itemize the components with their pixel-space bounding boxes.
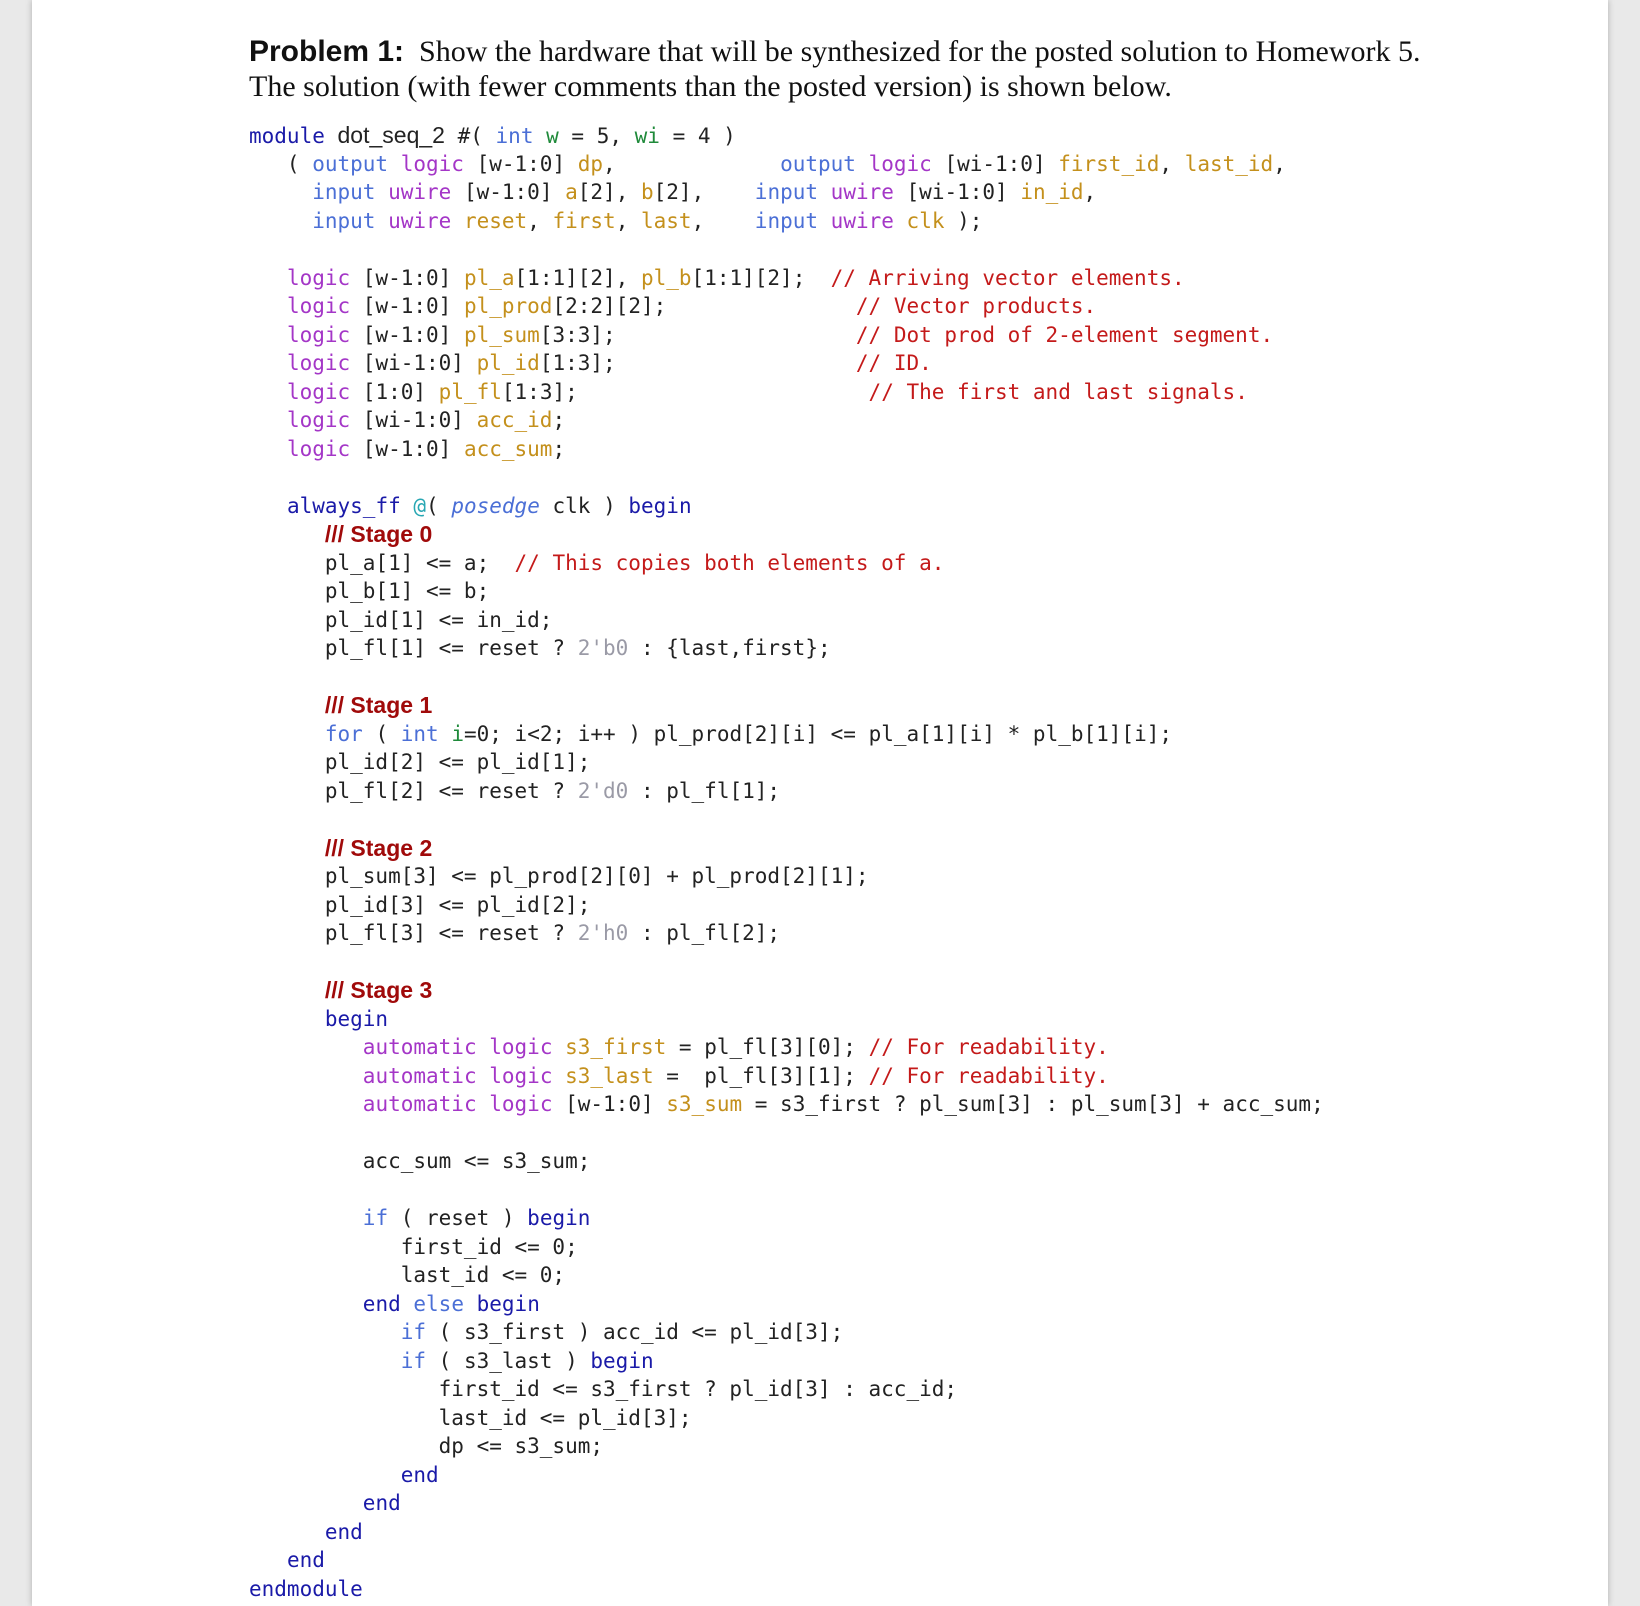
code-comment: // Arriving vector elements.: [830, 265, 1185, 290]
type-token: uwire: [830, 208, 894, 233]
identifier-token: in_id: [1020, 180, 1084, 204]
code-text: [249, 351, 287, 375]
code-line: [249, 435, 1324, 464]
code-text: ;: [552, 408, 566, 432]
code-line: [249, 549, 1324, 578]
type-token: uwire: [388, 208, 452, 233]
code-text: ,: [1083, 180, 1097, 204]
code-line: [249, 1461, 1324, 1490]
problem-label: Problem 1:: [249, 35, 405, 68]
code-text: [w-1:0]: [552, 1092, 667, 1116]
code-comment: // The first and last signals.: [868, 379, 1248, 404]
keyword-token: always_ff: [286, 493, 401, 518]
code-line: [249, 1261, 1324, 1290]
code-text: [477, 1035, 490, 1059]
code-text: [249, 1349, 401, 1373]
stage-header: ///: [324, 834, 351, 861]
code-text: [249, 1035, 363, 1059]
type-token: logic: [286, 379, 351, 404]
code-text: pl_a[1] <= a;: [249, 550, 515, 575]
code-comment: // This copies both elements of a.: [514, 550, 945, 575]
identifier-token: pl_fl: [438, 379, 502, 404]
code-comment: // For readability.: [868, 1063, 1109, 1088]
code-text: [249, 1206, 363, 1230]
code-line: [249, 1575, 1324, 1604]
identifier-token: last: [641, 208, 692, 233]
code-text: [2],: [653, 180, 755, 204]
code-text: [1:3];: [501, 379, 869, 404]
code-text: (: [362, 721, 401, 746]
type-token: logic: [286, 436, 351, 461]
code-text: = pl_fl[3][1];: [653, 1063, 869, 1088]
code-text: [249, 209, 312, 233]
code-text: [2:2][2];: [552, 294, 856, 318]
code-comment: // ID.: [855, 351, 932, 375]
code-line: [249, 919, 1324, 948]
literal-token: 2'b0: [577, 636, 629, 660]
code-line: [249, 1489, 1324, 1518]
code-text: [856, 152, 869, 176]
type-token: automatic: [362, 1092, 477, 1116]
identifier-token: s3_first: [565, 1035, 667, 1059]
type-token: uwire: [830, 180, 894, 204]
code-comment: // Vector products.: [855, 294, 1097, 318]
code-line: [249, 577, 1324, 606]
code-text: [249, 1092, 363, 1116]
code-text: last_id <= pl_id[3];: [249, 1405, 692, 1430]
code-line: [249, 720, 1324, 749]
code-text: : pl_fl[2];: [628, 921, 781, 945]
code-text: [249, 1320, 401, 1344]
code-text: [552, 1035, 565, 1059]
code-text: [249, 294, 287, 318]
code-text: = s3_first ? pl_sum[3] : pl_sum[3] + acc_sum;: [742, 1092, 1324, 1116]
document-page: [32, 0, 1608, 1606]
problem-line-2: The solution (with fewer comments than the posted version) is shown below.: [249, 70, 1172, 103]
code-text: [375, 180, 388, 204]
type-token: logic: [868, 151, 932, 176]
code-text: [w-1:0]: [451, 180, 566, 204]
code-text: [249, 1520, 325, 1544]
stage-header: Stage 2: [350, 834, 433, 861]
identifier-token: pl_id: [476, 351, 540, 375]
identifier-token: pl_b: [640, 265, 692, 290]
code-text: acc_sum <= s3_sum;: [249, 1149, 591, 1173]
code-text: [249, 1463, 401, 1487]
code-line: [249, 492, 1324, 521]
code-text: [477, 1092, 490, 1116]
code-line: [249, 1404, 1324, 1433]
code-text: : pl_fl[1];: [628, 778, 781, 803]
code-line: [249, 1375, 1324, 1404]
keyword-token: end: [362, 1491, 401, 1515]
code-text: = pl_fl[3][0];: [666, 1035, 869, 1059]
identifier-token: first: [552, 208, 616, 233]
code-text: [439, 722, 452, 746]
parameter-token: w: [546, 124, 559, 148]
direction-token: if: [400, 1320, 427, 1344]
code-text: pl_b[1] <= b;: [249, 579, 490, 603]
code-text: first_id <= s3_first ? pl_id[3] : acc_id;: [249, 1377, 958, 1401]
problem-text-1: Show the hardware that will be synthesized for the posted solution to Homework 5.: [419, 35, 1421, 68]
code-line: [249, 1119, 1324, 1148]
code-text: = 4 ): [659, 124, 736, 148]
code-line: [249, 1090, 1324, 1119]
code-text: [249, 1548, 287, 1572]
code-text: [249, 380, 287, 404]
code-text: pl_id[3] <= pl_id[2];: [249, 892, 591, 917]
type-token: automatic: [362, 1063, 477, 1088]
identifier-token: clk: [906, 208, 945, 233]
code-line: [249, 1347, 1324, 1376]
type-token: uwire: [388, 180, 452, 204]
code-line: [249, 1176, 1324, 1205]
code-text: : {last,first};: [628, 636, 831, 660]
code-text: ,: [527, 208, 553, 233]
keyword-token: begin: [324, 1006, 389, 1031]
code-text: #(: [444, 124, 496, 148]
code-line: [249, 777, 1324, 806]
type-token: logic: [286, 265, 351, 290]
code-text: ;: [552, 436, 566, 461]
code-text: first_id <= 0;: [249, 1234, 578, 1259]
code-line: [249, 378, 1324, 407]
type-token: automatic: [362, 1035, 477, 1059]
code-line: [249, 520, 1324, 549]
code-line: [249, 207, 1324, 236]
code-text: [3:3];: [539, 322, 856, 347]
problem-statement: [249, 34, 1629, 104]
edge-token: posedge: [451, 493, 540, 518]
code-line: [249, 235, 1324, 264]
code-line: [249, 1290, 1324, 1319]
code-text: ,: [603, 151, 781, 176]
code-text: [1:0]: [350, 379, 439, 404]
code-text: [818, 209, 831, 233]
code-line: [249, 406, 1324, 435]
direction-token: output: [312, 151, 389, 176]
code-text: [249, 523, 325, 547]
keyword-token: begin: [527, 1206, 591, 1230]
code-text: ,: [1159, 151, 1185, 176]
identifier-token: s3_sum: [666, 1092, 743, 1116]
keyword-token: module: [249, 124, 338, 148]
code-text: ( s3_first ) acc_id <= pl_id[3];: [426, 1320, 844, 1344]
code-line: [249, 150, 1324, 179]
code-text: [894, 209, 907, 233]
code-line: [249, 891, 1324, 920]
code-text: [401, 494, 414, 518]
identifier-token: pl_sum: [463, 322, 540, 347]
identifier-token: pl_prod: [463, 294, 553, 318]
direction-token: else: [413, 1291, 464, 1316]
code-text: pl_fl[1] <= reset ?: [249, 636, 578, 660]
code-text: pl_fl[2] <= reset ?: [249, 778, 578, 803]
code-text: [477, 1064, 490, 1088]
code-line: [249, 1062, 1324, 1091]
code-text: [249, 1292, 363, 1316]
type-token: logic: [286, 294, 351, 318]
code-text: pl_sum[3] <= pl_prod[2][0] + pl_prod[2][1];: [249, 864, 869, 888]
code-line: [249, 834, 1324, 863]
code-line: [249, 691, 1324, 720]
code-text: [464, 1292, 477, 1316]
direction-token: if: [400, 1348, 427, 1373]
code-text: );: [944, 208, 983, 233]
identifier-token: s3_last: [565, 1063, 654, 1088]
code-line: [249, 976, 1324, 1005]
code-text: [249, 1491, 363, 1515]
type-token: logic: [286, 351, 351, 375]
code-line: [249, 948, 1324, 977]
code-text: [249, 323, 287, 347]
code-text: [249, 837, 325, 861]
code-text: [249, 494, 287, 518]
identifier-token: last_id: [1184, 151, 1274, 176]
code-line: [249, 1432, 1324, 1461]
code-text: = 5,: [558, 124, 635, 148]
type-token: logic: [489, 1035, 553, 1059]
code-text: [249, 722, 325, 746]
code-text: [533, 124, 546, 148]
stage-header: ///: [324, 692, 351, 718]
code-text: [wi-1:0]: [931, 151, 1059, 176]
literal-token: 2'd0: [577, 778, 629, 803]
code-listing: [249, 121, 1324, 1603]
code-text: [w-1:0]: [350, 436, 464, 461]
direction-token: output: [780, 151, 856, 176]
code-line: [249, 748, 1324, 777]
code-text: [249, 437, 287, 461]
keyword-token: endmodule: [249, 1576, 363, 1601]
code-text: [2],: [577, 180, 641, 204]
code-line: [249, 1518, 1324, 1547]
identifier-token: a: [565, 180, 578, 204]
code-line: [249, 1147, 1324, 1176]
problem-line-1: [249, 34, 1629, 69]
direction-token: if: [362, 1206, 389, 1230]
code-text: ( reset ): [388, 1206, 528, 1230]
keyword-token: begin: [628, 493, 692, 518]
direction-token: int: [400, 721, 439, 746]
code-line: [249, 321, 1324, 350]
identifier-token: b: [640, 180, 654, 204]
type-token: logic: [286, 322, 351, 347]
code-text: pl_fl[3] <= reset ?: [249, 921, 578, 945]
code-text: [249, 1007, 325, 1031]
code-text: pl_id[2] <= pl_id[1];: [249, 750, 591, 774]
at-token: @: [413, 493, 427, 518]
code-line: [249, 1546, 1324, 1575]
direction-token: for: [324, 721, 363, 746]
code-line: [249, 121, 1324, 150]
code-line: [249, 463, 1324, 492]
code-line: [249, 606, 1324, 635]
code-text: [375, 209, 388, 233]
parameter-token: wi: [634, 124, 660, 148]
code-line: [249, 1033, 1324, 1062]
direction-token: int: [495, 124, 534, 148]
type-token: logic: [400, 151, 464, 176]
code-text: [w-1:0]: [350, 322, 464, 347]
code-comment: // Dot prod of 2-element segment.: [855, 322, 1274, 347]
code-text: [1:1][2],: [514, 265, 641, 290]
code-text: [552, 1064, 565, 1088]
code-line: [249, 805, 1324, 834]
code-text: [818, 180, 831, 204]
identifier-token: reset: [463, 208, 528, 233]
stage-header: Stage 1: [350, 692, 433, 718]
code-line: [249, 634, 1324, 663]
code-line: [249, 292, 1324, 321]
code-comment: // For readability.: [868, 1035, 1109, 1059]
type-token: logic: [489, 1092, 553, 1116]
keyword-token: end: [400, 1462, 439, 1487]
code-line: [249, 1005, 1324, 1034]
keyword-token: end: [324, 1519, 363, 1544]
code-text: [1:1][2];: [691, 265, 831, 290]
code-text: [w-1:0]: [350, 265, 464, 290]
code-text: pl_id[1] <= in_id;: [249, 607, 553, 632]
direction-token: input: [754, 180, 819, 204]
type-token: logic: [286, 408, 351, 432]
code-text: ,: [1273, 151, 1286, 176]
code-text: [249, 180, 312, 204]
identifier-token: dp: [577, 151, 604, 176]
parameter-token: i: [451, 721, 464, 746]
code-text: (: [426, 493, 452, 518]
code-text: [249, 1064, 363, 1088]
identifier-token: acc_id: [476, 408, 553, 432]
code-text: [249, 694, 325, 718]
code-text: [wi-1:0]: [350, 351, 477, 375]
direction-token: input: [312, 208, 376, 233]
code-text: dp <= s3_sum;: [249, 1434, 604, 1458]
code-text: [249, 266, 287, 290]
type-token: logic: [489, 1063, 553, 1088]
keyword-token: end: [286, 1548, 325, 1572]
code-line: [249, 663, 1324, 692]
stage-header: Stage 3: [350, 977, 433, 1003]
code-text: [1:3];: [539, 351, 856, 375]
code-line: [249, 178, 1324, 207]
code-text: [wi-1:0]: [350, 408, 477, 432]
keyword-token: begin: [590, 1348, 654, 1373]
code-text: (: [249, 151, 313, 176]
keyword-token: begin: [476, 1291, 540, 1316]
code-text: ,: [615, 208, 641, 233]
identifier-token: pl_a: [463, 265, 515, 290]
code-text: [249, 408, 287, 432]
code-line: [249, 1233, 1324, 1262]
code-line: [249, 349, 1324, 378]
code-text: [wi-1:0]: [893, 180, 1021, 204]
stage-header: Stage 0: [350, 521, 433, 547]
code-text: [w-1:0]: [350, 294, 464, 318]
code-text: clk ): [539, 493, 629, 518]
literal-token: 2'h0: [577, 921, 629, 945]
module-name: dot_seq_2: [337, 122, 445, 148]
code-text: [401, 1292, 414, 1316]
identifier-token: first_id: [1058, 151, 1160, 176]
code-text: [451, 209, 464, 233]
code-text: [388, 152, 401, 176]
code-text: =0; i<2; i++ ) pl_prod[2][i] <= pl_a[1][i] * pl_b[1][i];: [463, 721, 1172, 746]
code-text: [w-1:0]: [463, 151, 578, 176]
code-line: [249, 1204, 1324, 1233]
code-text: last_id <= 0;: [249, 1263, 566, 1287]
stage-header: ///: [324, 977, 351, 1003]
code-text: ,: [691, 208, 755, 233]
identifier-token: acc_sum: [463, 436, 553, 461]
stage-header: ///: [324, 521, 351, 547]
keyword-token: end: [362, 1291, 401, 1316]
direction-token: input: [754, 208, 819, 233]
code-line: [249, 862, 1324, 891]
code-text: ( s3_last ): [426, 1348, 591, 1373]
direction-token: input: [312, 180, 376, 204]
code-text: [249, 979, 325, 1003]
code-line: [249, 264, 1324, 293]
code-line: [249, 1318, 1324, 1347]
